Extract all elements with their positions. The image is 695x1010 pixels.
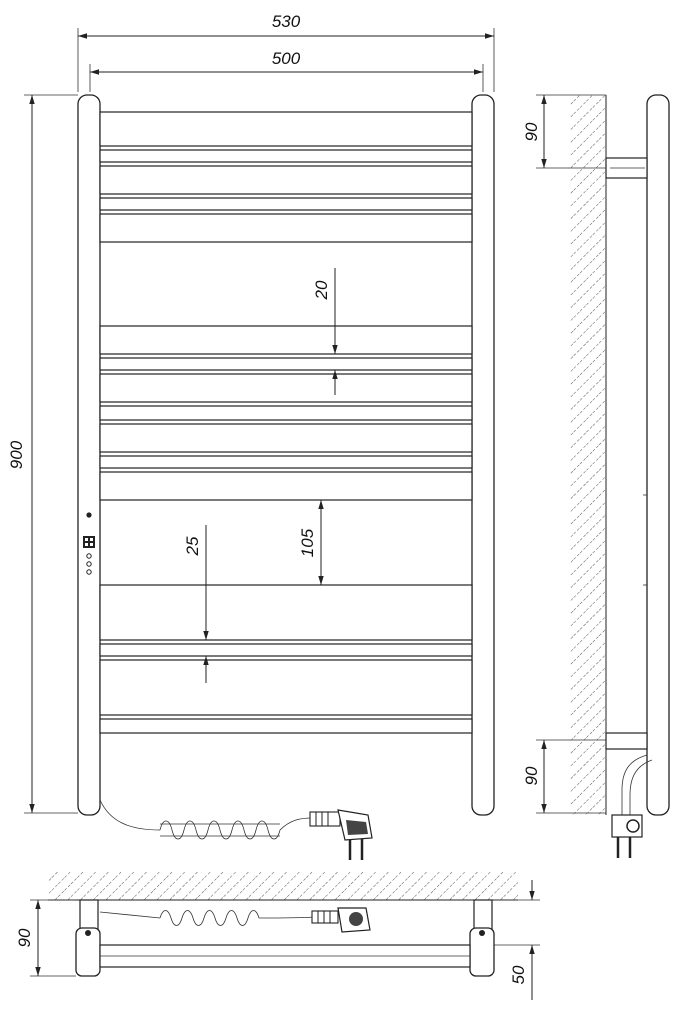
plug-icon [612, 815, 642, 858]
power-cord [100, 800, 372, 860]
bar [100, 585, 472, 640]
wall-hatch [48, 872, 518, 900]
dimension-rail-width [90, 49, 483, 92]
bar [100, 374, 472, 402]
dimension-label: 530 [271, 12, 301, 31]
plug-icon [312, 908, 370, 932]
display-icon [83, 536, 95, 548]
bar [100, 472, 472, 500]
dimension-label: 105 [298, 528, 317, 558]
dimension-label: 500 [271, 49, 301, 68]
side-pipe [647, 95, 669, 815]
cord-coil [160, 911, 259, 926]
right-pipe [472, 95, 494, 815]
dimension-label: 90 [522, 122, 541, 142]
bar [100, 214, 472, 242]
dimension-label: 900 [7, 440, 26, 470]
dimension-label: 90 [522, 766, 541, 786]
bar [100, 456, 472, 468]
horizontal-bars [100, 112, 472, 733]
indicator-light-icon [86, 512, 91, 517]
bar [100, 719, 472, 733]
bar [100, 644, 472, 656]
bar [100, 112, 472, 146]
dimension-bottom-depth [15, 900, 76, 976]
dimension-label: 90 [15, 928, 34, 948]
dimension-label: 20 [312, 280, 331, 300]
bar [100, 406, 472, 420]
bar [100, 424, 472, 452]
side-view [522, 95, 669, 858]
plug-icon [310, 810, 372, 860]
bottom-bracket [606, 733, 647, 749]
front-view [7, 12, 494, 860]
dimension-label: 50 [509, 965, 528, 985]
wall-hatch [570, 95, 606, 815]
bottom-view [15, 872, 540, 1000]
bar [100, 358, 472, 370]
dimension-label: 25 [183, 536, 202, 556]
bar [100, 150, 472, 162]
bar [100, 198, 472, 210]
dimension-height [7, 95, 78, 813]
bar [100, 660, 472, 715]
dimension-large-gap [298, 500, 321, 585]
left-pipe [78, 95, 100, 815]
bar [100, 166, 472, 194]
bar [100, 326, 472, 354]
